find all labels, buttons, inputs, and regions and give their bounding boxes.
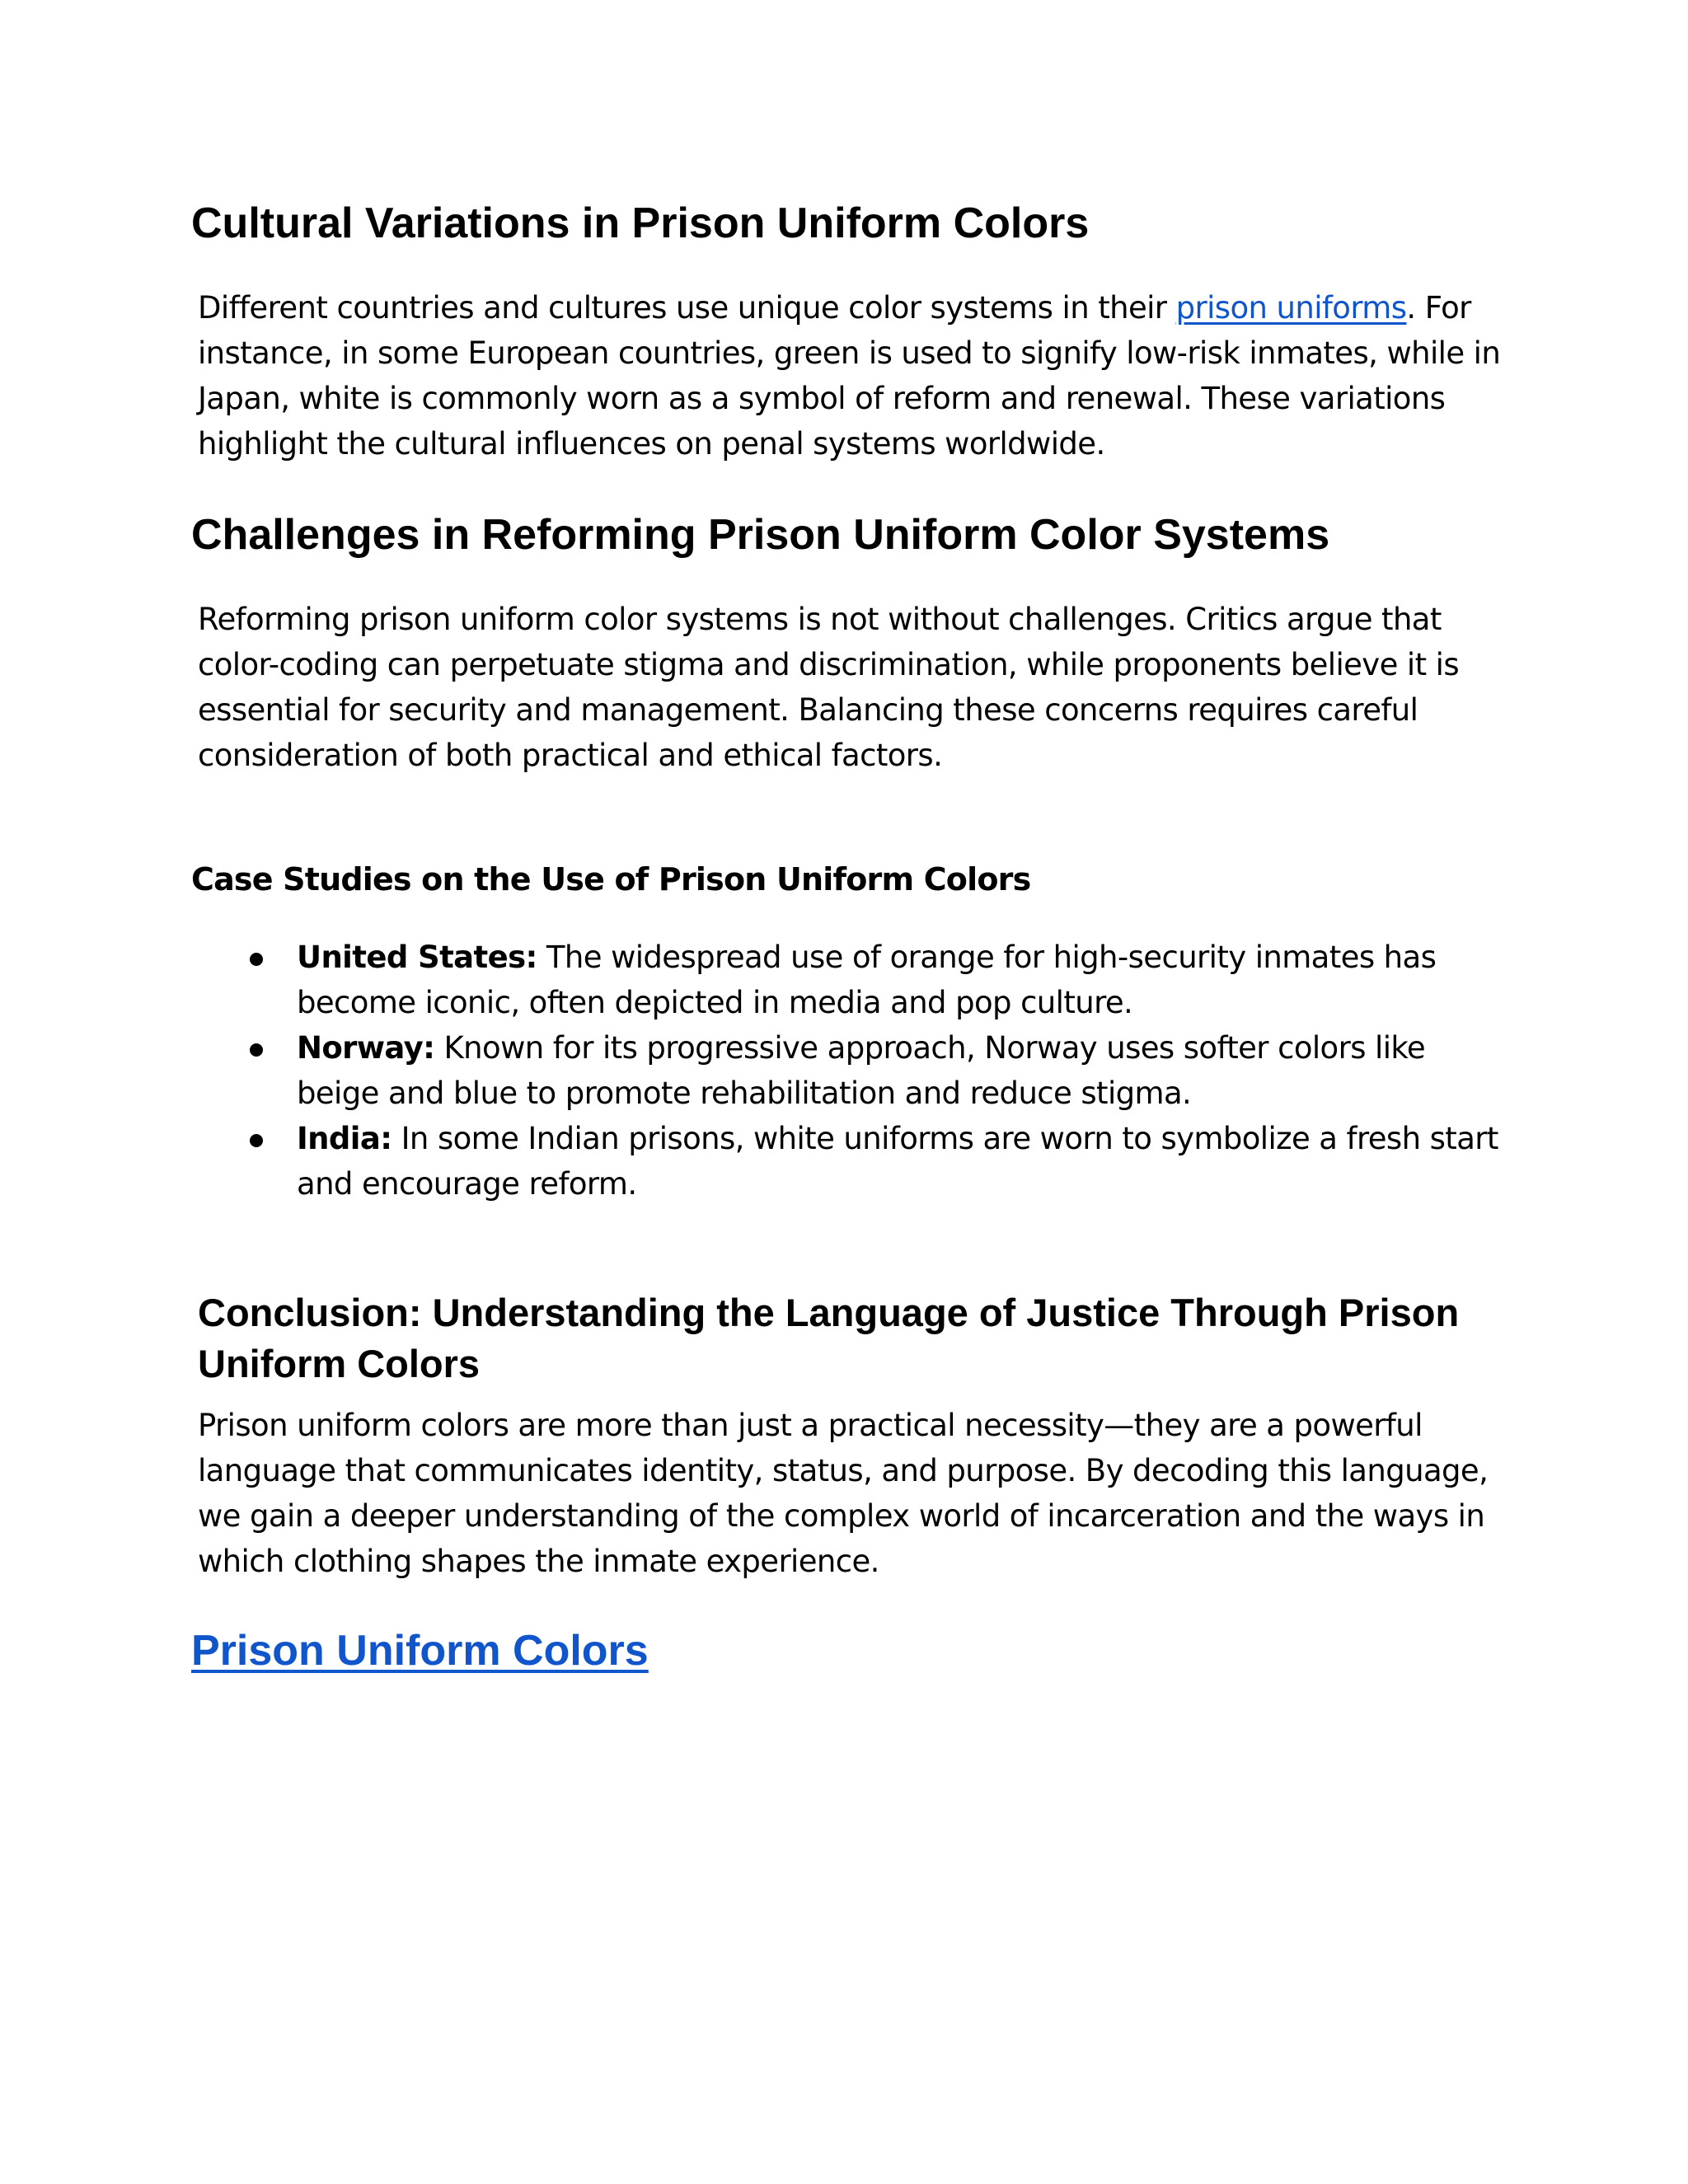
bullet-icon bbox=[250, 953, 263, 966]
list-item bbox=[0, 935, 1688, 1025]
heading-line: Conclusion: Understanding the Language of Justice Through Prison bbox=[198, 1291, 1460, 1334]
text-run: The widespread use of orange for high-security inmates has bbox=[537, 940, 1437, 975]
bullet-label: United States: bbox=[297, 940, 537, 975]
text-run: Different countries and cultures use unique color systems in their bbox=[198, 290, 1176, 326]
case-studies-list bbox=[0, 935, 1688, 1207]
text-run: In some Indian prisons, white uniforms are worn to symbolize a fresh start bbox=[392, 1121, 1498, 1156]
paragraph-line bbox=[198, 285, 1492, 330]
list-item-line bbox=[297, 935, 1688, 980]
list-item bbox=[0, 1025, 1688, 1116]
heading-line: Uniform Colors bbox=[198, 1342, 481, 1385]
paragraph-line: which clothing shapes the inmate experience. bbox=[198, 1544, 879, 1579]
paragraph-line: instance, in some European countries, green is used to signify low-risk inmates, while in bbox=[198, 335, 1501, 371]
conclusion-paragraph bbox=[198, 1403, 1492, 1584]
conclusion-heading bbox=[198, 1287, 1459, 1390]
list-item-line: beige and blue to promote rehabilitation and reduce stigma. bbox=[297, 1076, 1192, 1111]
bullet-label: India: bbox=[297, 1121, 392, 1156]
list-item bbox=[0, 1116, 1688, 1207]
list-item-line bbox=[297, 1025, 1688, 1071]
prison-uniforms-link[interactable]: prison uniforms bbox=[1175, 290, 1407, 326]
paragraph-line: Prison uniform colors are more than just a practical necessity—they are a powerful bbox=[198, 1408, 1423, 1443]
list-item-line: and encourage reform. bbox=[297, 1166, 637, 1202]
challenges-paragraph bbox=[198, 597, 1492, 778]
paragraph-line: essential for security and management. Balancing these concerns requires careful bbox=[198, 692, 1418, 728]
paragraph-line: color-coding can perpetuate stigma and discrimination, while proponents believe it is bbox=[198, 647, 1460, 682]
cultural-variations-paragraph bbox=[198, 285, 1501, 466]
cultural-variations-heading: Cultural Variations in Prison Uniform Colors bbox=[191, 199, 1090, 247]
list-item-line: become iconic, often depicted in media and pop culture. bbox=[297, 985, 1133, 1020]
paragraph-line: we gain a deeper understanding of the complex world of incarceration and the ways in bbox=[198, 1498, 1485, 1534]
challenges-heading: Challenges in Reforming Prison Uniform Color Systems bbox=[191, 511, 1330, 559]
paragraph-line: highlight the cultural influences on penal systems worldwide. bbox=[198, 426, 1105, 462]
list-item-line bbox=[297, 1116, 1688, 1161]
paragraph-line: Reforming prison uniform color systems is not without challenges. Critics argue that bbox=[198, 602, 1442, 637]
bullet-icon bbox=[250, 1134, 263, 1147]
text-run: Known for its progressive approach, Norway uses softer colors like bbox=[434, 1030, 1426, 1066]
paragraph-line: Japan, white is commonly worn as a symbol of reform and renewal. These variations bbox=[198, 381, 1446, 416]
paragraph-line: consideration of both practical and ethical factors. bbox=[198, 738, 943, 773]
prison-uniform-colors-link[interactable]: Prison Uniform Colors bbox=[191, 1627, 649, 1675]
bullet-label: Norway: bbox=[297, 1030, 435, 1066]
bullet-icon bbox=[250, 1043, 263, 1057]
text-run: . For bbox=[1406, 290, 1471, 326]
case-studies-heading: Case Studies on the Use of Prison Uniform Colors bbox=[191, 861, 1031, 898]
paragraph-line: language that communicates identity, status, and purpose. By decoding this language, bbox=[198, 1453, 1489, 1488]
